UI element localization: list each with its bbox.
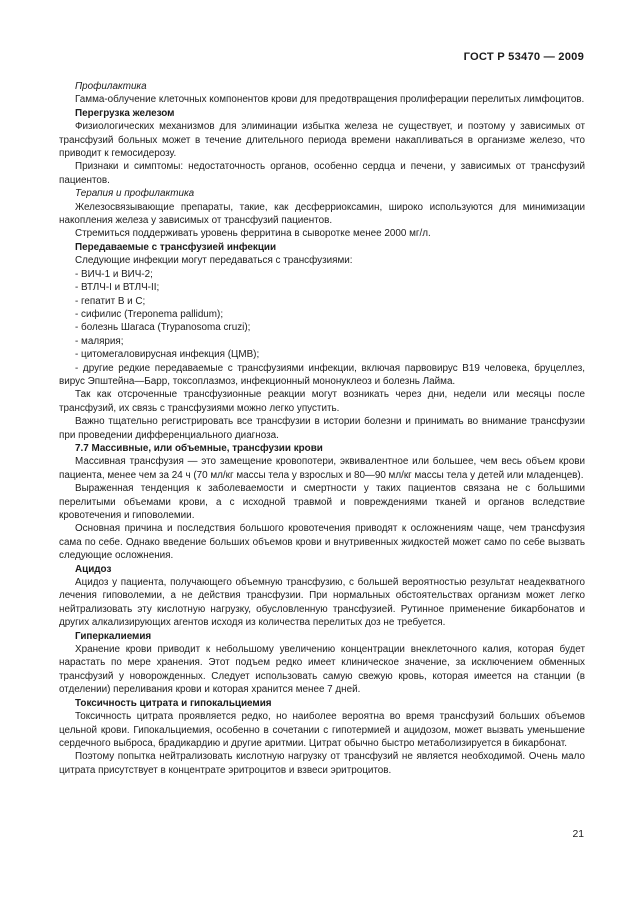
list-item: - болезнь Шагаса (Trypanosoma cruzi); bbox=[75, 322, 251, 334]
paragraph: Железосвязывающие препараты, такие, как десферриоксамин, широко используются для минимизации накопления железа у зависимых от трансфузий пациентов. bbox=[59, 201, 585, 227]
paragraph: Основная причина и последствия большого кровотечения приводят к осложнениям чаще, чем трансфузия сама по себе. Однако введение больших объемов крови и внутривенных жидкостей может само по себе вызвать следующие осложнения. bbox=[59, 523, 585, 562]
subheading-italic: Терапия и профилактика bbox=[75, 188, 195, 200]
list-item: - малярия; bbox=[75, 335, 124, 347]
paragraph: Физиологических механизмов для элиминации избытка железа не существует, и поэтому у зависимых от трансфузий больных может в течение длительного периода времени накапливаться в организме железо, что приводит к гемосидерозу. bbox=[59, 121, 585, 160]
paragraph: Выраженная тенденция к заболеваемости и смертности у таких пациентов связана не с большими перелитыми объемами крови, а с исходной травмой и повреждениями тканей и органов вследствие кровотечения и гиповолемии. bbox=[59, 483, 585, 521]
page-body bbox=[59, 80, 585, 777]
subheading-bold: Гиперкалиемия bbox=[75, 630, 152, 642]
paragraph: Так как отсроченные трансфузионные реакции могут возникать через дни, недели или месяцы после трансфузий, их связь с трансфузиями можно легко упустить. bbox=[59, 389, 585, 414]
list-item: - цитомегаловирусная инфекция (ЦМВ); bbox=[75, 349, 260, 361]
subheading-bold: Токсичность цитрата и гипокальциемия bbox=[75, 697, 272, 709]
paragraph: Ацидоз у пациента, получающего объемную трансфузию, с большей вероятностью результат неадекватного лечения гиповолемии, а не действия трансфузии. При нормальных обстоятельствах организм может легко нейтрализовать эту кислотную нагрузку, обусловленную трансфузией. Рутинное применение бикарбонатов и других алкализирующих агентов исходя из количества перелитых доз не требуется. bbox=[59, 577, 585, 629]
paragraph: Стремиться поддерживать уровень ферритина в сыворотке менее 2000 мг/л. bbox=[75, 228, 431, 240]
document-standard-header: ГОСТ Р 53470 — 2009 bbox=[463, 51, 584, 63]
page-number: 21 bbox=[572, 829, 584, 840]
paragraph: Важно тщательно регистрировать все трансфузии в истории болезни и принимать во внимание трансфузии при проведении дифференциального диагноза. bbox=[59, 416, 585, 441]
paragraph: Гамма-облучение клеточных компонентов крови для предотвращения пролиферации перелитых лимфоцитов. bbox=[75, 94, 585, 106]
subheading-bold: Перегрузка железом bbox=[75, 107, 175, 119]
paragraph: Признаки и симптомы: недостаточность органов, особенно сердца и печени, у зависимых от трансфузий пациентов. bbox=[59, 161, 585, 186]
list-item: - гепатит В и С; bbox=[75, 295, 146, 307]
list-item: - ВИЧ-1 и ВИЧ-2; bbox=[75, 268, 153, 280]
paragraph: Токсичность цитрата проявляется редко, но наиболее вероятна во время трансфузий больших объемов цельной крови. Гипокальциемия, особенно в сочетании с гипотермией и ацидозом, может вызвать уменьшение сердечного выброса, брадикардию и другие аритмии. Цитрат обычно быстро метаболизируется в бикарбонат. bbox=[59, 711, 585, 749]
subheading-italic: Профилактика bbox=[75, 81, 147, 92]
subheading-bold: Ацидоз bbox=[75, 563, 112, 575]
paragraph: Следующие инфекции могут передаваться с трансфузиями: bbox=[75, 255, 353, 267]
paragraph: Поэтому попытка нейтрализовать кислотную нагрузку от трансфузий не является необходимой. Очень мало цитрата присутствует в концентрате эритроцитов и взвеси эритроцитов. bbox=[59, 751, 585, 776]
paragraph: - другие редкие передаваемые с трансфузиями инфекции, включая парвовирус В19 человека, бруцеллез, вирус Эпштейна—Барр, токсоплазмоз, инфекционный мононуклеоз и болезнь Лайма. bbox=[59, 362, 585, 387]
paragraph: Массивная трансфузия — это замещение кровопотери, эквивалентное или большее, чем весь объем крови пациента, менее чем за 24 ч (70 мл/кг массы тела у взрослых и 80—90 мл/кг массы тела у детей или младенцев). bbox=[59, 456, 585, 481]
paragraph: Хранение крови приводит к небольшому увеличению концентрации внеклеточного калия, которая будет нарастать по мере хранения. Этот подъем редко имеет клиническое значение, за исключением обменных трансфузий у новорожденных. Следует использовать самую свежую кровь, которая имеется на станции (в отделении) переливания крови и которая хранится менее 7 дней. bbox=[59, 644, 585, 696]
subheading-bold: 7.7 Массивные, или объемные, трансфузии крови bbox=[75, 442, 323, 454]
list-item: - сифилис (Treponema pallidum); bbox=[75, 308, 224, 320]
list-item: - ВТЛЧ-I и ВТЛЧ-II; bbox=[75, 282, 160, 294]
subheading-bold: Передаваемые с трансфузией инфекции bbox=[75, 241, 277, 253]
